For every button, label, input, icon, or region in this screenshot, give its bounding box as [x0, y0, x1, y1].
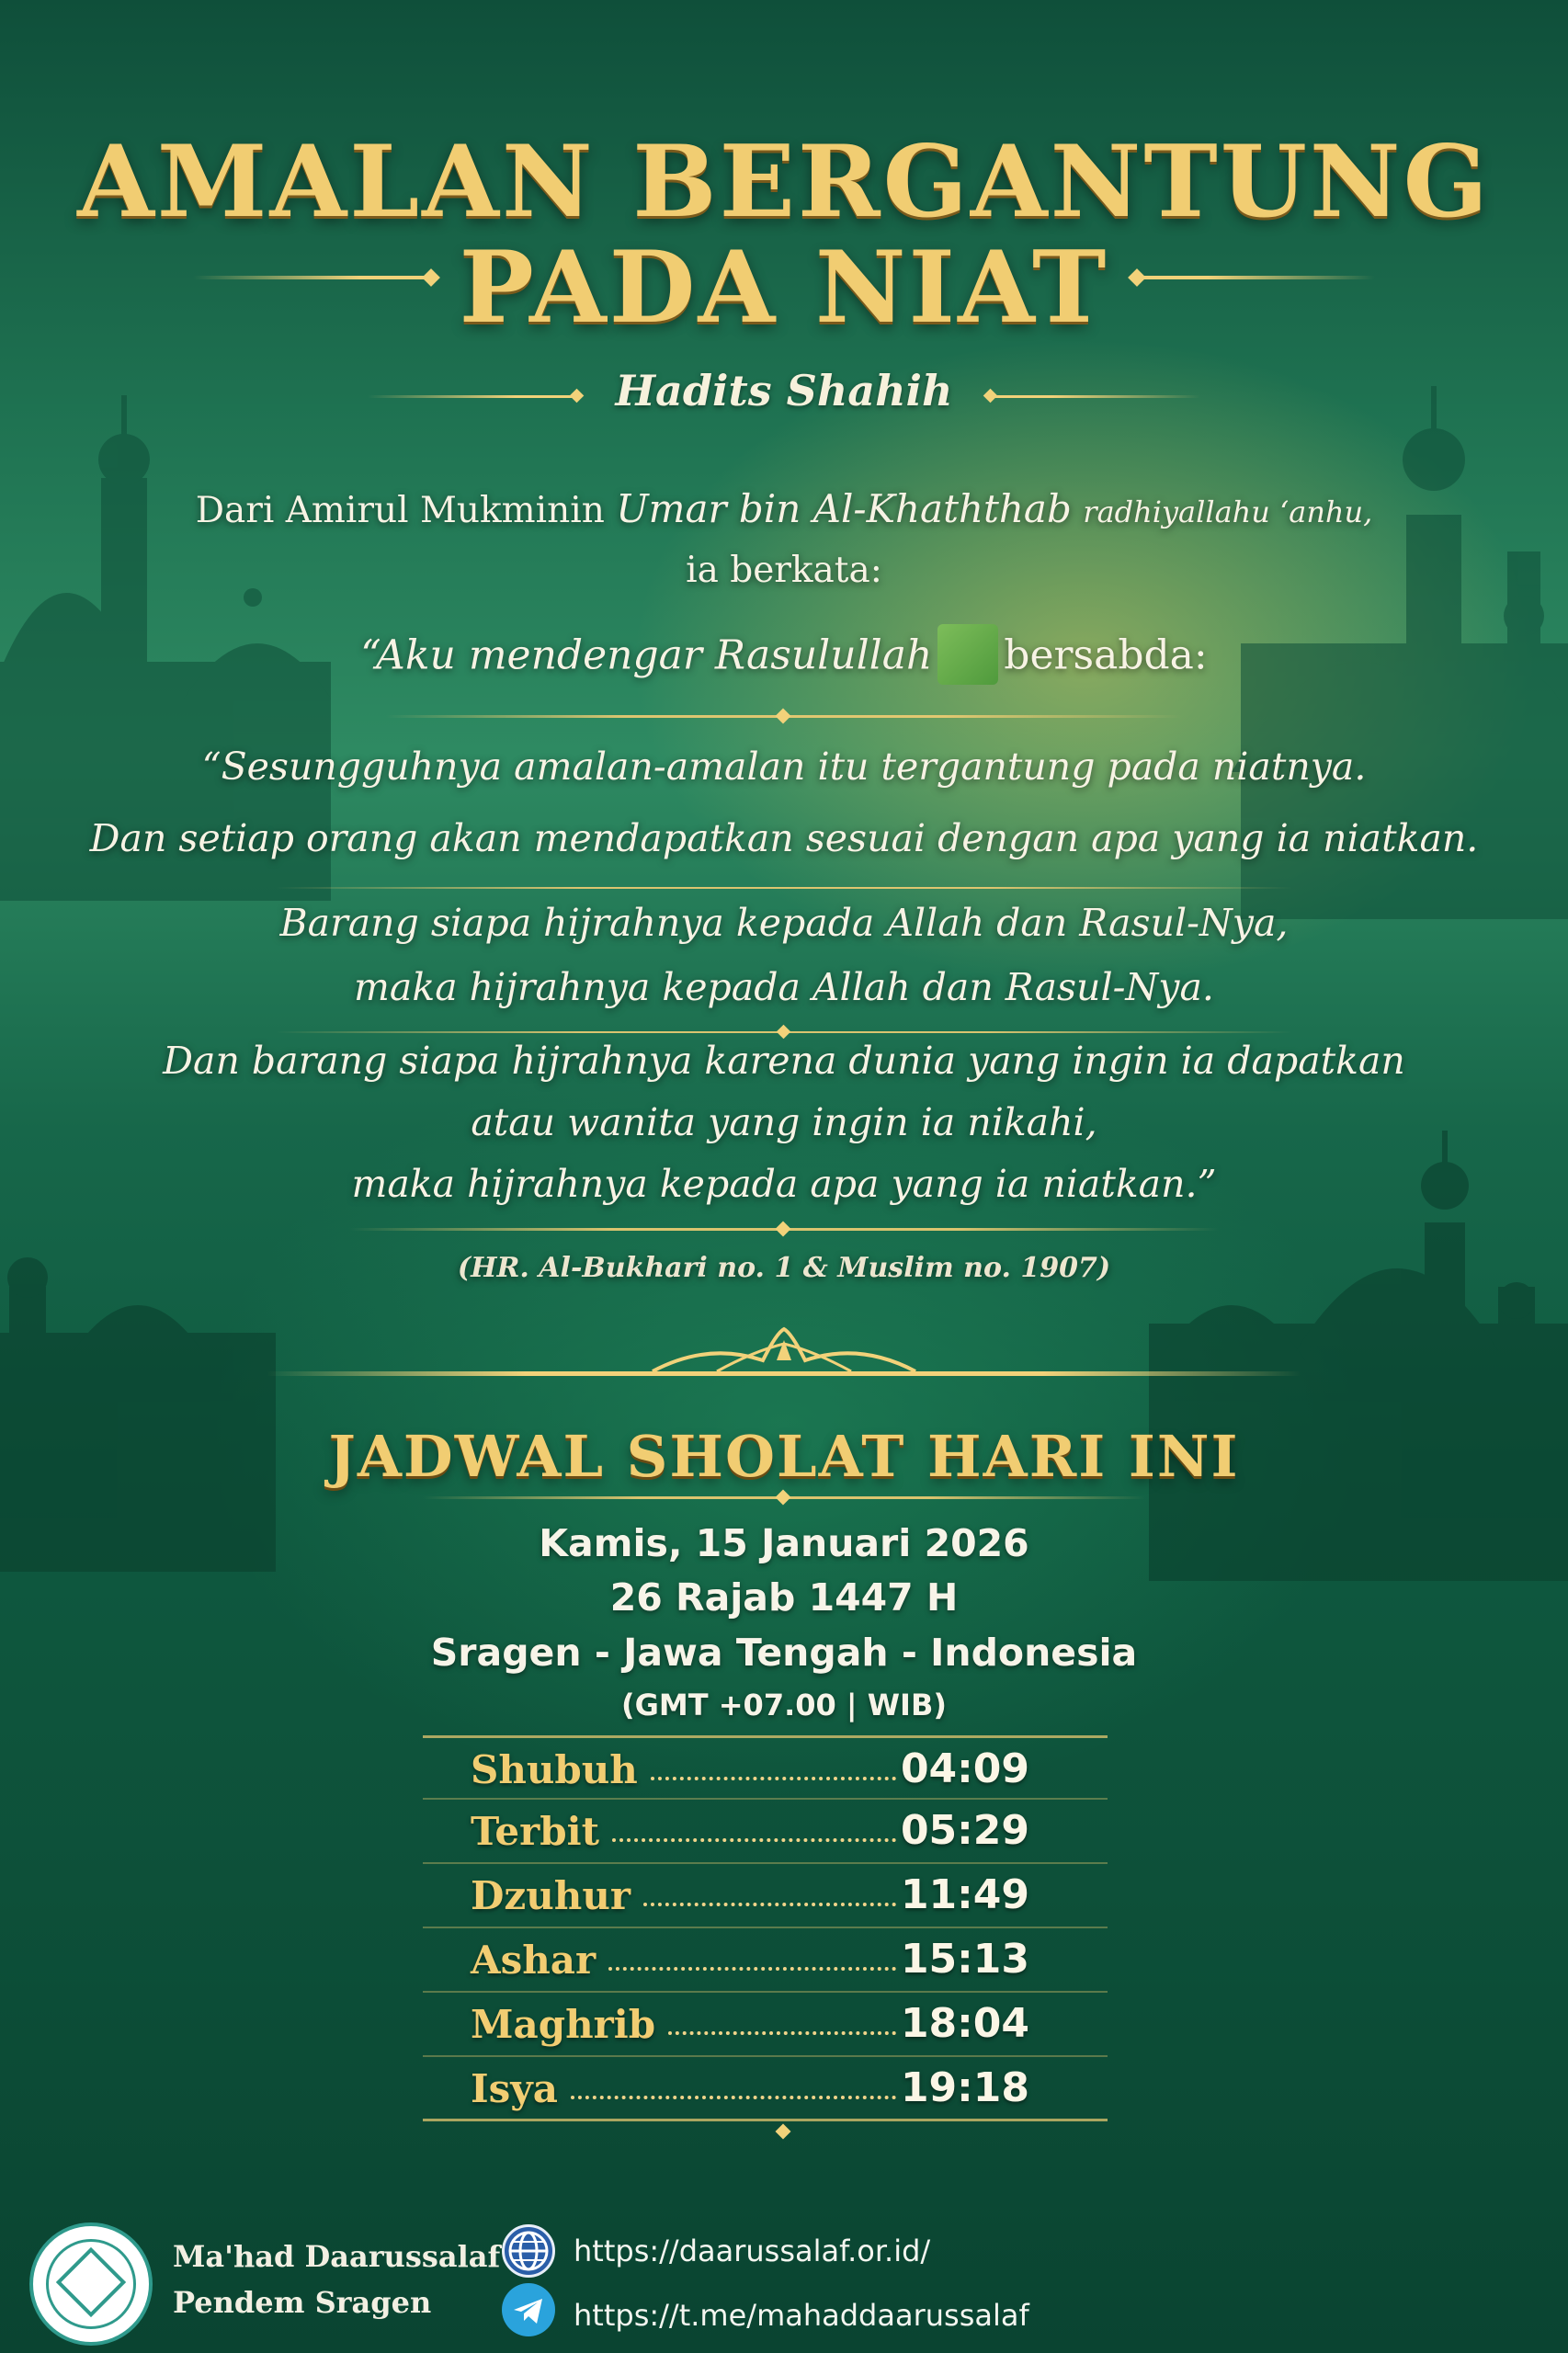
hadith-line-6: atau wanita yang ingin ia nikahi,: [471, 1100, 1097, 1144]
org-name-line-1: Ma'had Daarussalaf: [173, 2239, 501, 2274]
prayer-row-shubuh: [423, 1735, 1108, 1800]
prayer-name: Ashar: [471, 1938, 597, 1983]
separator-2: [276, 887, 1292, 889]
prayer-row-maghrib: [423, 1993, 1108, 2057]
madrasah-logo: [29, 2222, 153, 2346]
prayer-name: Shubuh: [471, 1747, 638, 1792]
prayer-row-ashar: [423, 1928, 1108, 1993]
schedule-date: Kamis, 15 Januari 2026: [539, 1521, 1029, 1565]
intro-line-2: ia berkata:: [686, 550, 882, 591]
leader-dots: [571, 2096, 896, 2099]
prayer-row-dzuhur: [423, 1864, 1108, 1928]
telegram-icon: [502, 2283, 555, 2336]
prayer-row-terbit: [423, 1800, 1108, 1864]
aku-line: [0, 628, 1568, 688]
globe-icon: [502, 2224, 555, 2278]
leader-dots: [608, 1967, 896, 1971]
title-line-1: AMALAN BERGANTUNG: [77, 124, 1491, 240]
schedule-title: JADWAL SHOLAT HARI INI: [328, 1423, 1240, 1490]
title-rule-left: [193, 276, 432, 279]
org-name-line-2: Pendem Sragen: [173, 2285, 432, 2320]
website-link[interactable]: https://daarussalaf.or.id/: [574, 2234, 931, 2268]
aku-after: bersabda:: [1004, 631, 1208, 679]
intro-lead: Dari Amirul Mukminin: [195, 490, 605, 531]
schedule-timezone: (GMT +07.00 | WIB): [621, 1688, 947, 1722]
prayer-time: 15:13: [900, 1936, 1029, 1983]
hadith-reference: (HR. Al-Bukhari no. 1 & Muslim no. 1907): [457, 1252, 1111, 1284]
prayer-name: Terbit: [471, 1809, 600, 1854]
aku-text: “Aku mendengar Rasulullah: [360, 631, 933, 679]
prayer-time: 04:09: [900, 1745, 1029, 1792]
hadith-line-5: Dan barang siapa hijrahnya karena dunia yang ingin ia dapatkan: [163, 1039, 1405, 1083]
hadith-line-7: maka hijrahnya kepada apa yang ia niatkan.”: [351, 1162, 1217, 1206]
telegram-link[interactable]: https://t.me/mahaddaarussalaf: [574, 2298, 1029, 2333]
schedule-location: Sragen - Jawa Tengah - Indonesia: [430, 1631, 1138, 1675]
leader-dots: [651, 1777, 896, 1780]
prayer-time: 05:29: [900, 1807, 1029, 1854]
prayer-name: Maghrib: [471, 2002, 656, 2047]
hadith-line-2: Dan setiap orang akan mendapatkan sesuai dengan apa yang ia niatkan.: [89, 816, 1479, 860]
leader-dots: [668, 2031, 896, 2035]
ornament-divider: [267, 1324, 1301, 1397]
leader-dots: [612, 1838, 896, 1842]
intro-text: [0, 480, 1568, 600]
intro-honorific: radhiyallahu ‘anhu,: [1083, 494, 1373, 529]
prayer-times-table: [423, 1735, 1108, 2121]
salawat-calligraphy-icon: [937, 624, 998, 685]
title-line-2: PADA NIAT: [459, 230, 1109, 346]
prayer-time: 18:04: [900, 2000, 1029, 2047]
prayer-time: 19:18: [900, 2064, 1029, 2111]
schedule-hijri-date: 26 Rajab 1447 H: [609, 1575, 959, 1620]
subtitle: Hadits Shahih: [615, 366, 953, 415]
prayer-row-isya: [423, 2057, 1108, 2121]
prayer-name: Isya: [471, 2066, 558, 2111]
leader-dots: [643, 1903, 896, 1906]
prayer-time: 11:49: [900, 1871, 1029, 1918]
hadith-line-3: Barang siapa hijrahnya kepada Allah dan Rasul-Nya,: [279, 901, 1289, 945]
title-rule-right: [1136, 276, 1375, 279]
hadith-line-4: maka hijrahnya kepada Allah dan Rasul-Nya.: [354, 965, 1214, 1009]
prayer-name: Dzuhur: [471, 1873, 631, 1918]
intro-narrator: Umar bin Al-Khaththab: [616, 486, 1072, 531]
hadith-line-1: “Sesungguhnya amalan-amalan itu tergantung pada niatnya.: [201, 745, 1367, 789]
subtitle-rule-right: [989, 395, 1200, 398]
